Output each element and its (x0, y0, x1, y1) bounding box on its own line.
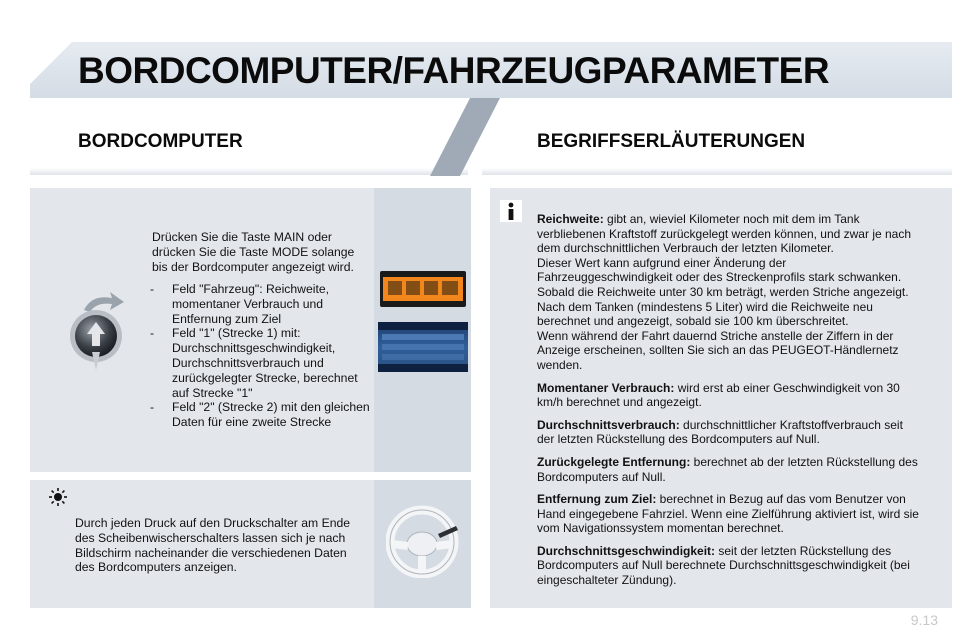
definition-text: berechnet in Bezug auf das vom Benutzer von Hand eingegebene Fahrziel. Wenn eine Zielführung aktiviert ist, wird sie vom Navigationssystem momentan berechnet. (537, 492, 919, 536)
trip-display-screenshot (380, 271, 466, 307)
definition-item (537, 418, 923, 447)
definitions-list (537, 212, 923, 596)
list-item: - Feld "2" (Strecke 2) mit den gleichen Daten für eine zweite Strecke (150, 400, 370, 430)
light-icon (48, 487, 68, 507)
definition-term: Reichweite: (537, 212, 604, 226)
definition-term: Entfernung zum Ziel: (537, 492, 657, 507)
mode-button-icon (62, 290, 134, 372)
definition-text: berechnet ab der letzten Rückstellung des Bordcomputers auf Null. (537, 454, 918, 484)
page-title: BORDCOMPUTER/FAHRZEUGPARAMETER (78, 50, 830, 91)
page-number: 9.13 (910, 612, 938, 628)
definition-term: Momentaner Verbrauch: (537, 380, 675, 395)
definition-term: Durchschnittsgeschwindigkeit: (537, 543, 716, 558)
section-title-definitions: BEGRIFFSERLÄUTERUNGEN (537, 131, 806, 152)
navigation-display-screenshot (378, 322, 468, 372)
definition-text: durchschnittlicher Kraftstoffverbrauch seit der letzten Rückstellung des Bordcomputers auf Null. (537, 417, 903, 447)
definition-text: seit der letzten Rückstellung des Bordcomputers auf Null berechnete Durchschnittsgeschwindigkeit (bei eingeschalteter Zündung). (537, 543, 910, 588)
definition-item (537, 212, 923, 373)
definition-item (537, 544, 923, 588)
definition-text: gibt an, wieviel Kilometer noch mit dem im Tank verbliebenen Kraftstoff zurückgelegt werden können, und zwar je nach dem durchschnittlichen Verbrauch der letzten Kilometer. Dieser Wert kann aufgrund einer Änderung der Fahrzeuggeschwindigkeit oder des Streckenprofils stark schwanken. Sobald die Reichweite unter 30 km beträgt, werden Striche angezeigt. Nach dem Tanken (mindestens 5 Liter) wird die Reichweite neu berechnet und angezeigt, sobald sie 100 km überschreitet. Wenn während der Fahrt dauernd Striche anstelle der Ziffern in der Anzeige erscheinen, sollten Sie sich an das PEUGEOT-Händlernetz wenden. (537, 212, 912, 372)
definition-term: Durchschnittsverbrauch: (537, 417, 680, 432)
section-title-bordcomputer: BORDCOMPUTER (78, 131, 243, 152)
tip-text: Durch jeden Druck auf den Druckschalter am Ende des Scheibenwischerschalters lassen sich je nach Bildschirm nacheinander die verschiedenen Daten des Bordcomputers anzeigen. (75, 516, 351, 575)
definition-text: wird erst ab einer Geschwindigkeit von 30 km/h berechnet und angezeigt. (537, 380, 900, 410)
definition-item (537, 381, 923, 410)
field-list (150, 282, 372, 430)
steering-wheel-icon (386, 504, 462, 578)
list-item: - Feld "1" (Strecke 1) mit: Durchschnittsgeschwindigkeit, Durchschnittsverbrauch und zurückgelegter Strecke, berechnet auf Strecke "1" (150, 326, 358, 400)
list-item: - Feld "Fahrzeug": Reichweite, momentaner Verbrauch und Entfernung zum Ziel (150, 282, 330, 326)
intro-text: Drücken Sie die Taste MAIN oder drücken Sie die Taste MODE solange bis der Bordcomputer angezeigt wird. (152, 230, 355, 274)
definition-item (537, 455, 923, 484)
definition-item (537, 492, 923, 536)
info-icon (500, 200, 522, 222)
definition-term: Zurückgelegte Entfernung: (537, 454, 691, 469)
